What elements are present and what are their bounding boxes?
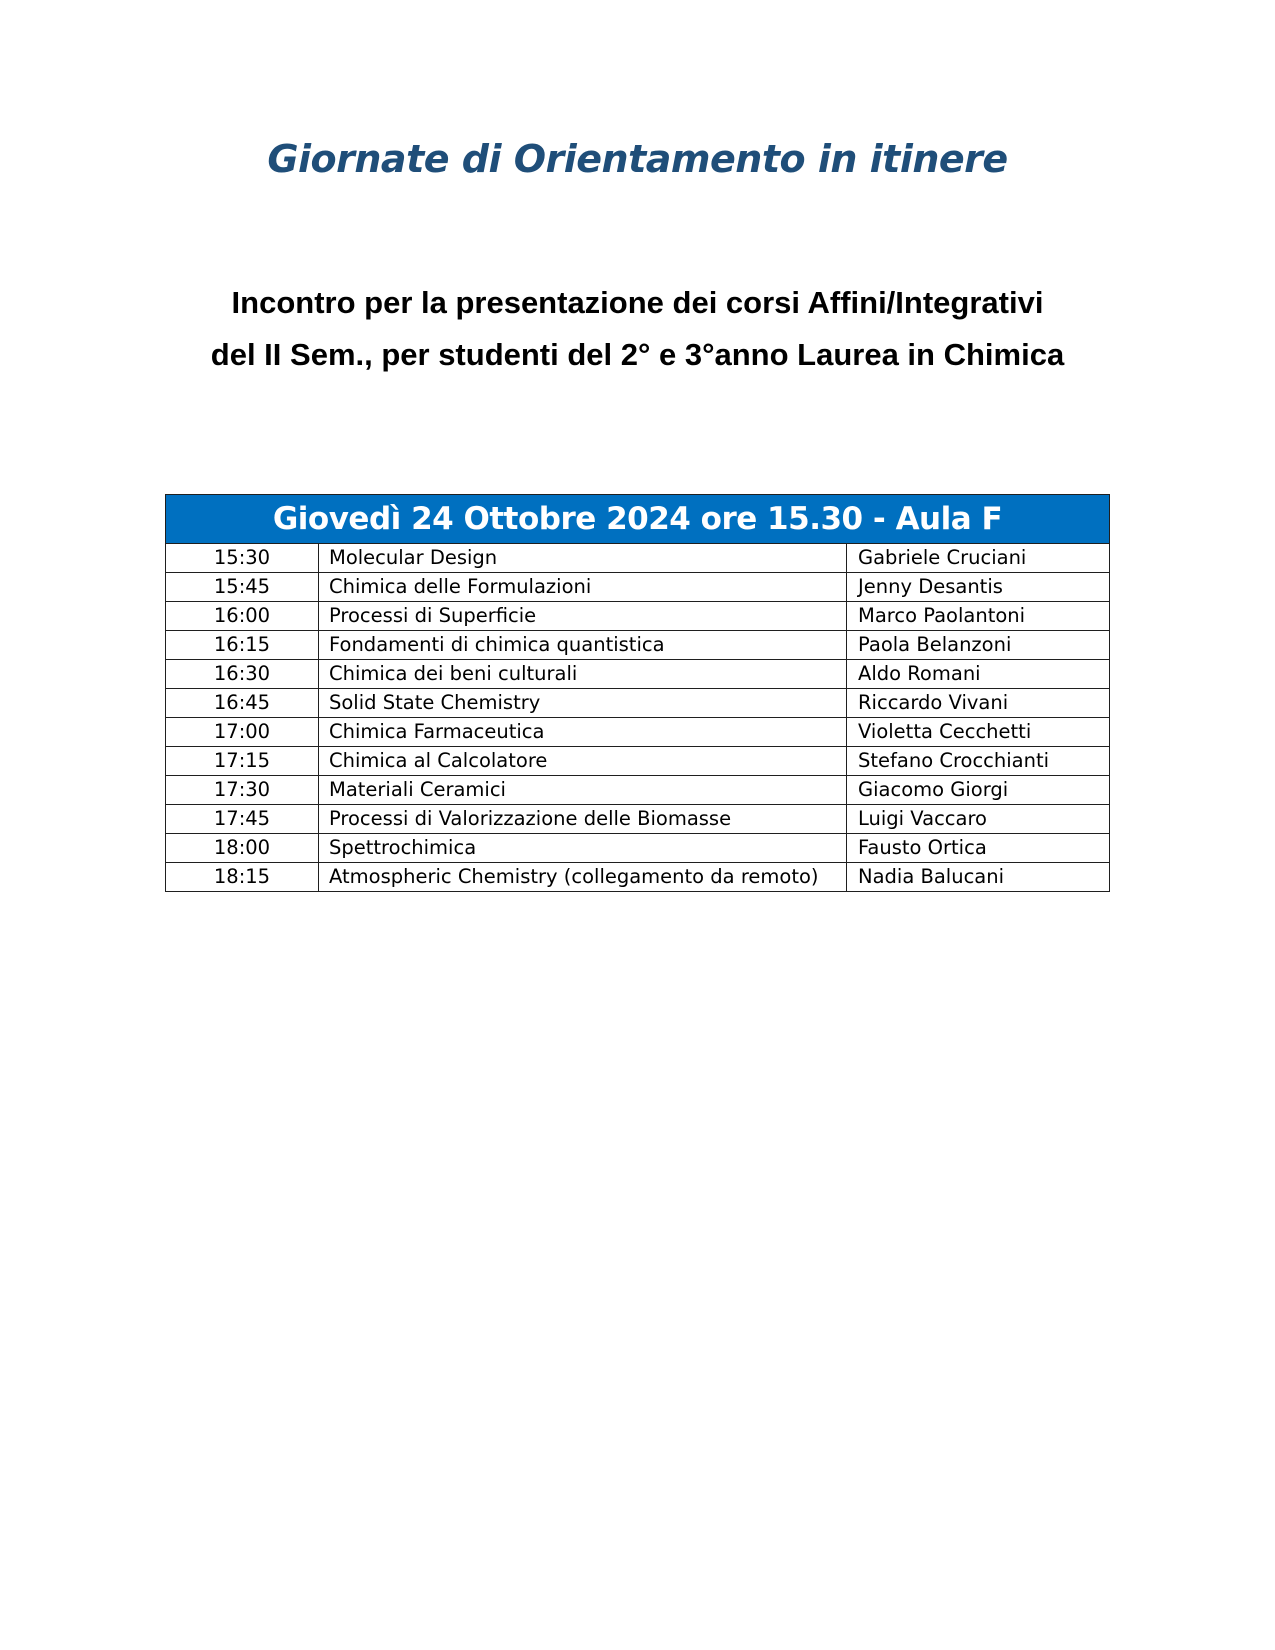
teacher-cell: Riccardo Vivani [847, 689, 1110, 718]
teacher-cell: Fausto Ortica [847, 834, 1110, 863]
table-row [166, 805, 1110, 834]
schedule-body [166, 544, 1110, 892]
subtitle-line-2: del II Sem., per studenti del 2° e 3°anno Laurea in Chimica [210, 337, 1065, 372]
time-cell: 16:45 [166, 689, 319, 718]
subtitle-line-1: Incontro per la presentazione dei corsi Affini/Integrativi [231, 285, 1044, 320]
course-cell: Atmospheric Chemistry (collegamento da remoto) [319, 863, 847, 892]
schedule-heading: Giovedì 24 Ottobre 2024 ore 15.30 - Aula F [166, 495, 1110, 544]
time-cell: 17:00 [166, 718, 319, 747]
time-cell: 17:45 [166, 805, 319, 834]
table-row [166, 834, 1110, 863]
course-cell: Fondamenti di chimica quantistica [319, 631, 847, 660]
time-cell: 16:00 [166, 602, 319, 631]
teacher-cell: Aldo Romani [847, 660, 1110, 689]
table-row [166, 602, 1110, 631]
page-title: Giornate di Orientamento in itinere [267, 137, 1008, 181]
teacher-cell: Luigi Vaccaro [847, 805, 1110, 834]
time-cell: 15:30 [166, 544, 319, 573]
course-cell: Chimica dei beni culturali [319, 660, 847, 689]
course-cell: Processi di Superficie [319, 602, 847, 631]
time-cell: 18:15 [166, 863, 319, 892]
course-cell: Chimica al Calcolatore [319, 747, 847, 776]
time-cell: 18:00 [166, 834, 319, 863]
teacher-cell: Gabriele Cruciani [847, 544, 1110, 573]
course-cell: Solid State Chemistry [319, 689, 847, 718]
teacher-cell: Jenny Desantis [847, 573, 1110, 602]
table-row [166, 863, 1110, 892]
course-cell: Materiali Ceramici [319, 776, 847, 805]
time-cell: 15:45 [166, 573, 319, 602]
page-subtitle [0, 277, 1275, 381]
schedule-header-row [166, 495, 1110, 544]
teacher-cell: Violetta Cecchetti [847, 718, 1110, 747]
course-cell: Chimica delle Formulazioni [319, 573, 847, 602]
course-cell: Molecular Design [319, 544, 847, 573]
teacher-cell: Paola Belanzoni [847, 631, 1110, 660]
table-row [166, 573, 1110, 602]
course-cell: Spettrochimica [319, 834, 847, 863]
table-row [166, 544, 1110, 573]
teacher-cell: Marco Paolantoni [847, 602, 1110, 631]
time-cell: 17:30 [166, 776, 319, 805]
table-row [166, 747, 1110, 776]
table-row [166, 631, 1110, 660]
teacher-cell: Nadia Balucani [847, 863, 1110, 892]
time-cell: 17:15 [166, 747, 319, 776]
course-cell: Processi di Valorizzazione delle Biomasse [319, 805, 847, 834]
table-row [166, 660, 1110, 689]
table-row [166, 776, 1110, 805]
course-cell: Chimica Farmaceutica [319, 718, 847, 747]
teacher-cell: Giacomo Giorgi [847, 776, 1110, 805]
teacher-cell: Stefano Crocchianti [847, 747, 1110, 776]
table-row [166, 689, 1110, 718]
table-row [166, 718, 1110, 747]
time-cell: 16:15 [166, 631, 319, 660]
schedule-table [165, 494, 1110, 892]
time-cell: 16:30 [166, 660, 319, 689]
